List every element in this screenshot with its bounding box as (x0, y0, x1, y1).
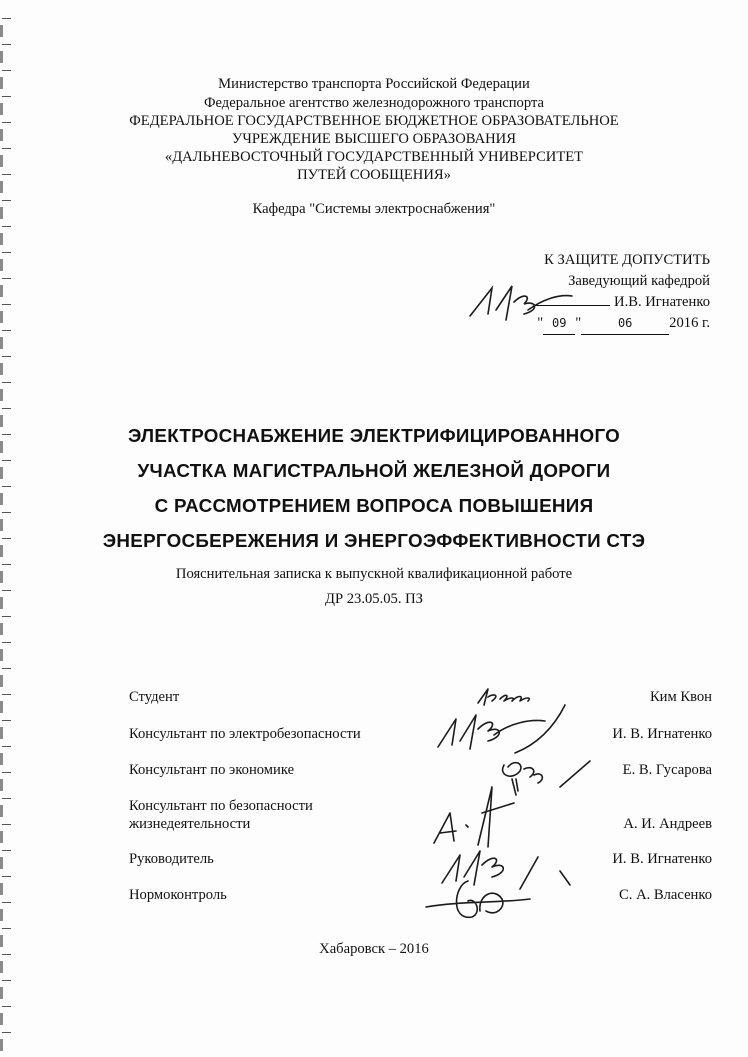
approval-head-name: И.В. Игнатенко (614, 294, 710, 310)
institution-line-2: УЧРЕЖДЕНИЕ ВЫСШЕГО ОБРАЗОВАНИЯ (232, 131, 516, 147)
binding-hole (0, 675, 3, 687)
norm-control-signature (426, 881, 530, 917)
binding-hole (0, 1039, 3, 1051)
binding-tick (2, 980, 11, 981)
binding-hole (0, 987, 3, 999)
binding-hole (0, 649, 3, 661)
approval-date-month: 06 (581, 313, 669, 335)
binding-hole (0, 883, 3, 895)
binding-tick (2, 876, 11, 877)
role-label: Консультант по электробезопасности (129, 726, 361, 742)
university-line-2: ПУТЕЙ СООБЩЕНИЯ» (297, 167, 451, 183)
binding-hole (0, 311, 3, 323)
binding-hole (0, 25, 3, 37)
binding-tick (2, 798, 11, 799)
role-label: Руководитель (129, 851, 214, 867)
person-name: С. А. Власенко (619, 887, 712, 903)
city-year: Хабаровск – 2016 (319, 941, 429, 957)
binding-tick (2, 720, 11, 721)
binding-hole (0, 259, 3, 271)
approval-date-day: 09 (543, 313, 575, 335)
person-name: Ким Квон (649, 689, 712, 705)
binding-tick (2, 928, 11, 929)
binding-tick (2, 382, 11, 383)
supervisor-signature (442, 851, 570, 889)
binding-tick (2, 330, 11, 331)
binding-tick (2, 70, 11, 71)
binding-hole (0, 623, 3, 635)
binding-hole (0, 51, 3, 63)
thesis-subtitle: Пояснительная записка к выпускной квалификационной работе (175, 566, 573, 582)
binding-tick (2, 772, 11, 773)
binding-hole (0, 779, 3, 791)
role-label-line-1: Консультант по безопасности (129, 798, 313, 814)
binding-tick (2, 1032, 11, 1033)
binding-tick (2, 226, 11, 227)
approval-head-name-line (535, 292, 710, 313)
binding-hole (0, 233, 3, 245)
person-name: Е. В. Гусарова (622, 762, 712, 778)
approval-signature-line (535, 305, 610, 306)
agency-line: Федеральное агентство железнодорожного транспорта (203, 95, 544, 111)
binding-tick (2, 616, 11, 617)
binding-tick (2, 824, 11, 825)
binding-tick (2, 356, 11, 357)
person-name: И. В. Игнатенко (612, 726, 712, 742)
department-line: Кафедра "Системы электроснабжения" (252, 201, 496, 217)
binding-tick (2, 850, 11, 851)
role-label: Консультант по экономике (129, 762, 295, 778)
binding-hole (0, 727, 3, 739)
binding-tick (2, 642, 11, 643)
institution-line-1: ФЕДЕРАЛЬНОЕ ГОСУДАРСТВЕННОЕ БЮДЖЕТНОЕ ОБРАЗОВАТЕЛЬНОЕ (129, 113, 619, 129)
university-line-1: «ДАЛЬНЕВОСТОЧНЫЙ ГОСУДАРСТВЕННЫЙ УНИВЕРСИТЕТ (164, 149, 584, 165)
binding-hole (0, 805, 3, 817)
electrical-safety-signature (438, 705, 565, 753)
binding-tick (2, 746, 11, 747)
thesis-title-line-2: УЧАСТКА МАГИСТРАЛЬНОЙ ЖЕЛЕЗНОЙ ДОРОГИ (137, 460, 611, 481)
economics-signature (503, 761, 590, 795)
role-label (129, 797, 313, 833)
binding-tick (2, 694, 11, 695)
binding-hole (0, 909, 3, 921)
role-label: Студент (129, 689, 180, 705)
ministry-line: Министерство транспорта Российской Федерации (218, 76, 530, 92)
binding-hole (0, 363, 3, 375)
document-code: ДР 23.05.05. ПЗ (325, 591, 423, 607)
binding-tick (2, 304, 11, 305)
life-safety-signature (434, 779, 518, 847)
binding-hole (0, 831, 3, 843)
binding-hole (0, 285, 3, 297)
binding-tick (2, 252, 11, 253)
binding-tick (2, 902, 11, 903)
person-name: И. В. Игнатенко (612, 851, 712, 867)
binding-hole (0, 1013, 3, 1025)
approval-date: " 09 " 06 2016 г. (537, 313, 710, 335)
approval-admit: К ЗАЩИТЕ ДОПУСТИТЬ (544, 252, 710, 268)
role-label-line-2: жизнедеятельности (129, 816, 251, 832)
binding-hole (0, 961, 3, 973)
person-name: А. И. Андреев (623, 816, 712, 832)
approval-head-title: Заведующий кафедрой (568, 273, 710, 289)
thesis-title-line-1: ЭЛЕКТРОСНАБЖЕНИЕ ЭЛЕКТРИФИЦИРОВАННОГО (127, 425, 621, 446)
binding-hole (0, 701, 3, 713)
role-label: Нормоконтроль (129, 887, 227, 903)
approval-date-year: 2016 г. (669, 315, 710, 331)
binding-hole (0, 389, 3, 401)
binding-tick (2, 408, 11, 409)
binding-tick (2, 278, 11, 279)
binding-tick (2, 44, 11, 45)
binding-hole (0, 337, 3, 349)
binding-tick (2, 18, 11, 19)
thesis-title-line-3: С РАССМОТРЕНИЕМ ВОПРОСА ПОВЫШЕНИЯ (154, 495, 594, 516)
binding-hole (0, 857, 3, 869)
handwritten-signatures (420, 675, 610, 935)
student-signature (478, 689, 529, 705)
thesis-title-line-4: ЭНЕРГОСБЕРЕЖЕНИЯ И ЭНЕРГОЭФФЕКТИВНОСТИ СТЭ (102, 530, 646, 551)
binding-hole (0, 753, 3, 765)
binding-tick (2, 668, 11, 669)
binding-tick (2, 1006, 11, 1007)
